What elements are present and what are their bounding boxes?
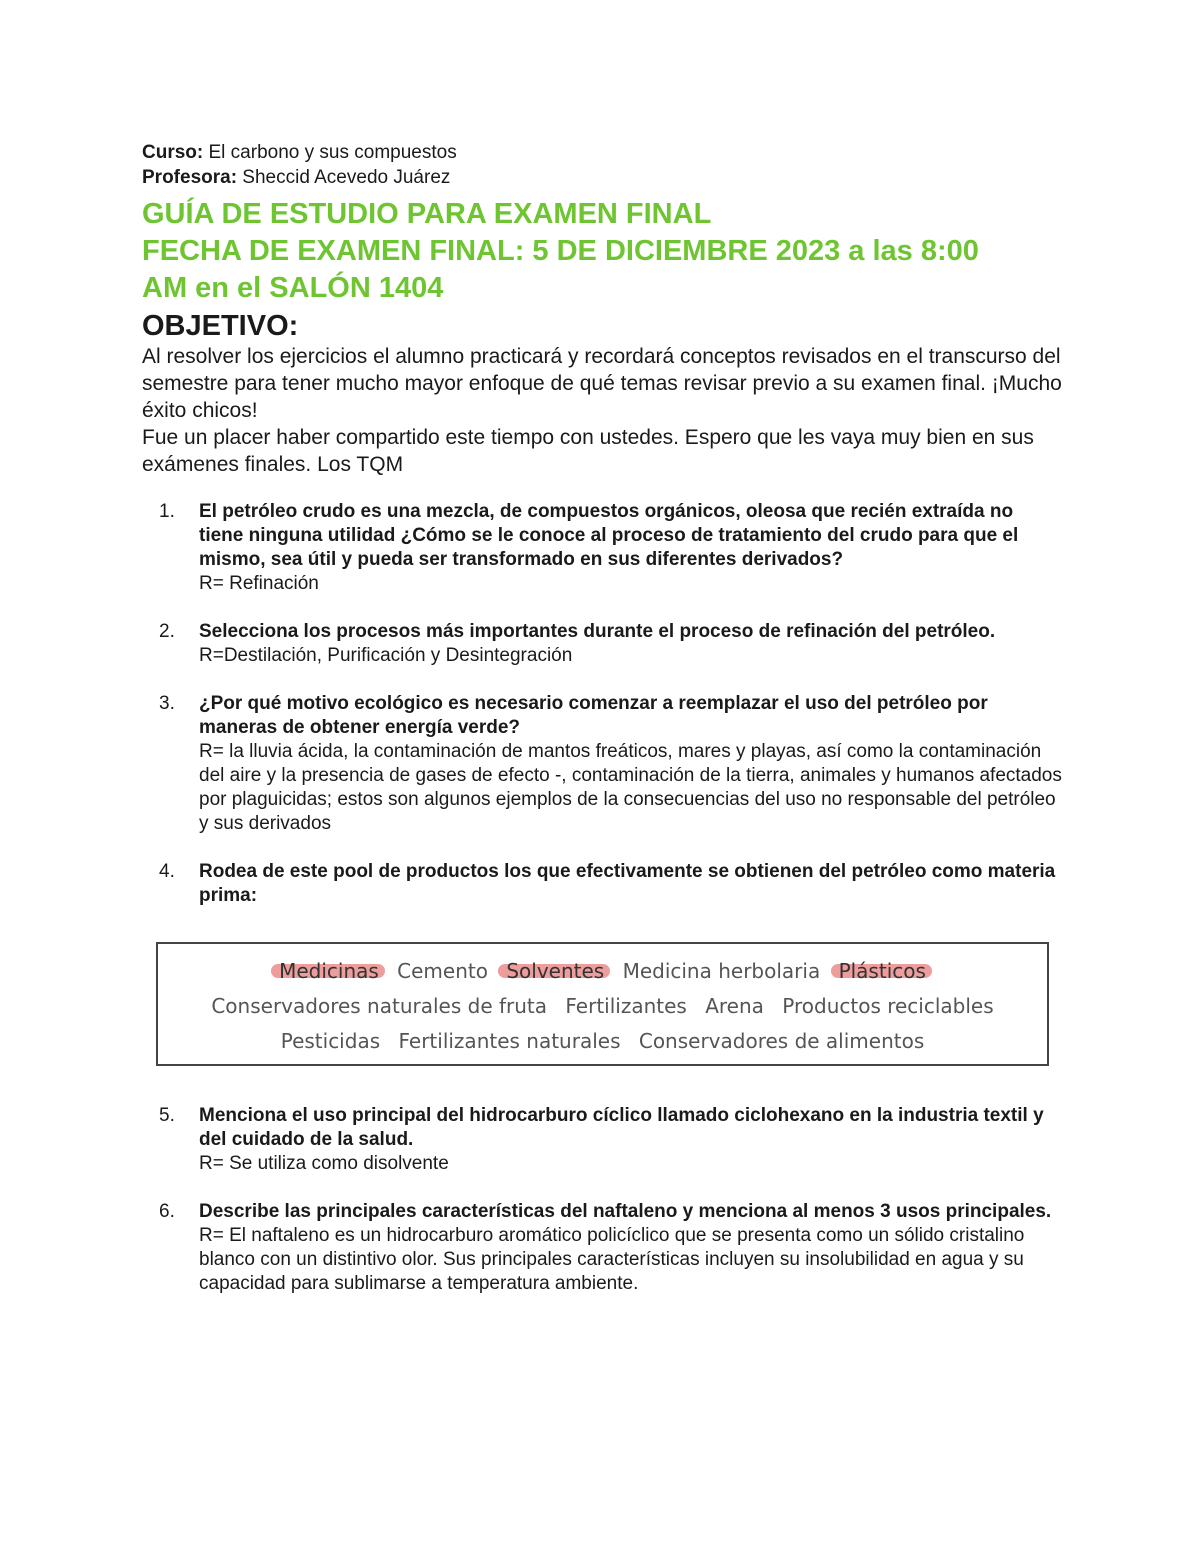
guide-title: GUÍA DE ESTUDIO PARA EXAMEN FINAL — [142, 198, 712, 230]
product-item-highlighted: Plásticos — [839, 954, 926, 989]
question-item — [142, 860, 1062, 908]
product-item: Cemento — [397, 959, 488, 983]
answer-text: R= El naftaleno es un hidrocarburo aromático policíclico que se presenta como un sólido cristalino blanco con un distintivo olor. Sus principales características incluyen su insolubilidad en agua y su capacidad para sublimarse a temperatura ambiente. — [199, 1225, 1025, 1294]
exam-date-line: FECHA DE EXAMEN FINAL: 5 DE DICIEMBRE 2023 a las 8:00 — [142, 235, 979, 267]
question-text: Rodea de este pool de productos los que efectivamente se obtienen del petróleo como materia prima: — [199, 861, 1056, 906]
question-number: 6. — [159, 1201, 175, 1222]
course-value: El carbono y sus compuestos — [203, 142, 457, 163]
exam-room-line: AM en el SALÓN 1404 — [142, 272, 444, 304]
question-number: 5. — [159, 1105, 175, 1126]
question-number: 3. — [159, 693, 175, 714]
question-item — [142, 620, 1062, 668]
farewell-paragraph: Fue un placer haber compartido este tiempo con ustedes. Espero que les vaya muy bien en sus exámenes finales. Los TQM — [142, 426, 1034, 476]
product-item: Pesticidas — [280, 1029, 381, 1053]
question-number: 4. — [159, 861, 175, 882]
question-text: El petróleo crudo es una mezcla, de compuestos orgánicos, oleosa que recién extraída no tiene ninguna utilidad ¿Cómo se le conoce al proceso de tratamiento del crudo para que el mismo, sea útil y pueda ser transformado en sus diferentes derivados? — [199, 501, 1019, 570]
question-text: Menciona el uso principal del hidrocarburo cíclico llamado ciclohexano en la industria textil y del cuidado de la salud. — [199, 1105, 1044, 1150]
question-text: Selecciona los procesos más importantes durante el proceso de refinación del petróleo. — [199, 621, 996, 642]
product-item: Arena — [705, 994, 764, 1018]
answer-text: R= Refinación — [199, 573, 319, 594]
document-page — [142, 140, 1062, 1296]
product-item: Fertilizantes — [565, 994, 687, 1018]
question-number: 2. — [159, 621, 175, 642]
course-label: Curso: — [142, 142, 204, 163]
question-item — [142, 692, 1062, 836]
question-text: ¿Por qué motivo ecológico es necesario comenzar a reemplazar el uso del petróleo por maneras de obtener energía verde? — [199, 693, 988, 738]
product-item: Medicina herbolaria — [622, 959, 821, 983]
teacher-value: Sheccid Acevedo Juárez — [237, 167, 451, 188]
question-item — [142, 1200, 1062, 1296]
product-item-highlighted: Solventes — [506, 954, 604, 989]
answer-text: R= Se utiliza como disolvente — [199, 1153, 449, 1174]
product-pool-row — [158, 1024, 1047, 1059]
answer-text: R= la lluvia ácida, la contaminación de mantos freáticos, mares y playas, así como la contaminación del aire y la presencia de gases de efecto -, contaminación de la tierra, animales y humanos afectados por plaguicidas; estos son algunos ejemplos de la consecuencias del uso no responsable del petróleo y sus derivados — [199, 741, 1062, 834]
question-number: 1. — [159, 501, 175, 522]
product-item: Conservadores de alimentos — [638, 1029, 925, 1053]
product-item: Fertilizantes naturales — [398, 1029, 621, 1053]
question-list-continued — [142, 1104, 1062, 1296]
product-pool-box — [156, 942, 1049, 1066]
question-item — [142, 500, 1062, 596]
question-list — [142, 500, 1062, 908]
course-line — [142, 140, 1062, 165]
teacher-label: Profesora: — [142, 167, 238, 188]
question-text: Describe las principales características del naftaleno y menciona al menos 3 usos principales. — [199, 1201, 1052, 1222]
product-pool-row — [158, 954, 1047, 989]
product-pool-row — [158, 989, 1047, 1024]
product-item-highlighted: Medicinas — [279, 954, 379, 989]
objective-heading: OBJETIVO: — [142, 310, 299, 342]
product-item: Productos reciclables — [782, 994, 994, 1018]
product-item: Conservadores naturales de fruta — [211, 994, 548, 1018]
answer-text: R=Destilación, Purificación y Desintegración — [199, 645, 573, 666]
question-item — [142, 1104, 1062, 1176]
teacher-line — [142, 165, 1062, 190]
objective-paragraph: Al resolver los ejercicios el alumno practicará y recordará conceptos revisados en el transcurso del semestre para tener mucho mayor enfoque de qué temas revisar previo a su examen final. ¡Mucho éxito chicos! — [142, 345, 1062, 422]
